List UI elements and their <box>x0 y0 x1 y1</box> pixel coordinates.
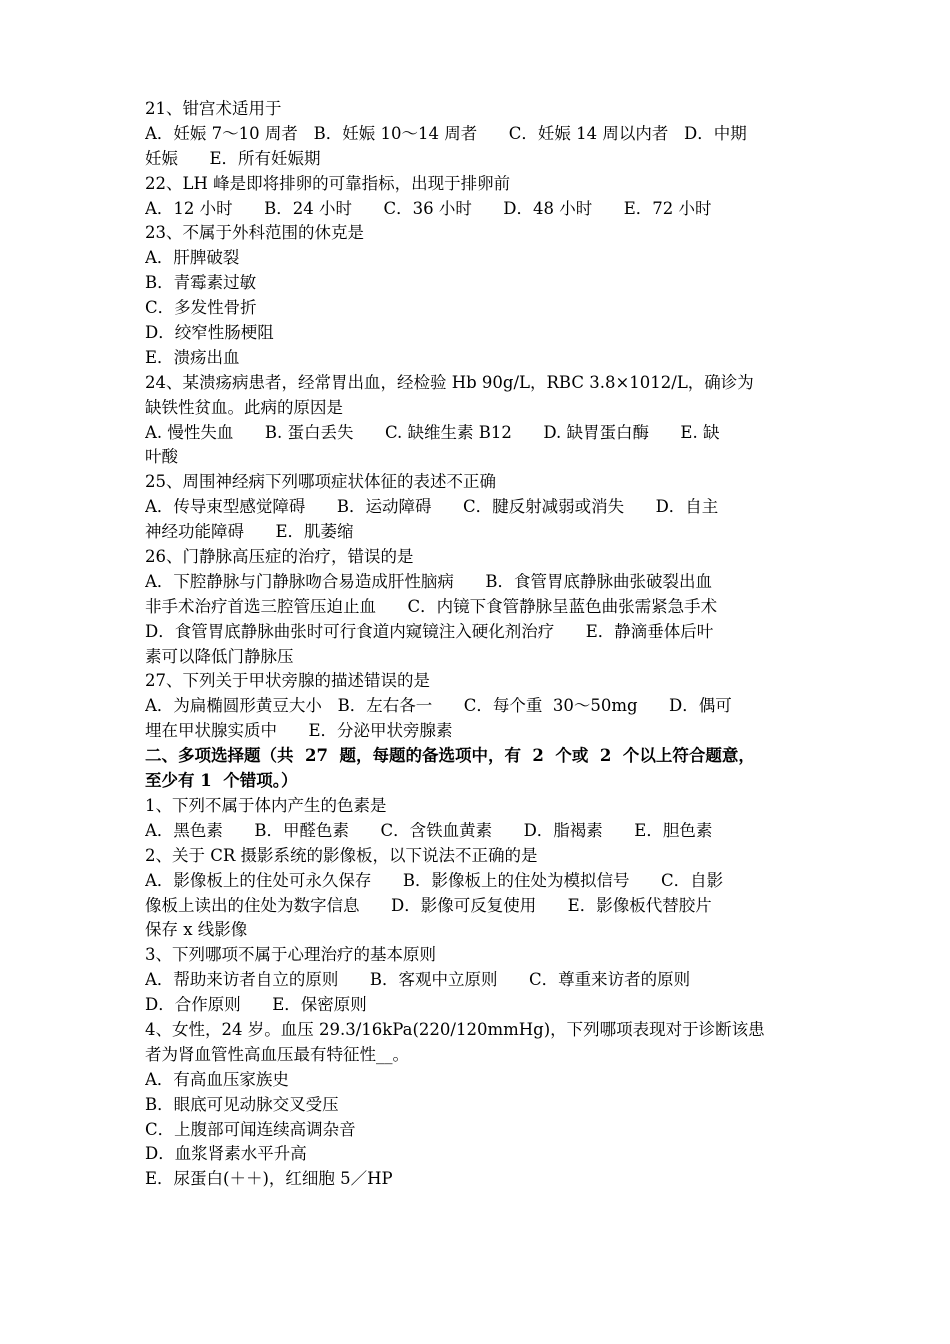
text-line: 素可以降低门静脉压 <box>145 646 294 666</box>
text-line: A．黑色素 B．甲醛色素 C．含铁血黄素 D．脂褐素 E．胆色素 <box>145 820 713 840</box>
text-line: D．绞窄性肠梗阻 <box>145 323 274 343</box>
text-line: D．血浆肾素水平升高 <box>145 1144 307 1164</box>
text-line: 22、LH 峰是即将排卵的可靠指标，出现于排卵前 <box>145 173 511 193</box>
text-line: A．12 小时 B．24 小时 C．36 小时 D．48 小时 E．72 小时 <box>145 198 712 218</box>
text-line: 妊娠 E．所有妊娠期 <box>145 148 321 168</box>
text-line: 3、下列哪项不属于心理治疗的基本原则 <box>145 945 436 965</box>
text-line: A．影像板上的住处可永久保存 B．影像板上的住处为模拟信号 C．自影 <box>145 870 724 890</box>
section-heading-line: 至少有 1 个错项。） <box>145 771 298 791</box>
text-line: 叶酸 <box>145 447 178 467</box>
text-line: 埋在甲状腺实质中 E．分泌甲状旁腺素 <box>145 721 453 741</box>
text-line: B．青霉素过敏 <box>145 273 257 293</box>
text-line: A．妊娠 7～10 周者 B．妊娠 10～14 周者 C．妊娠 14 周以内者 D．中期 <box>145 123 747 143</box>
text-line: A．下腔静脉与门静脉吻合易造成肝性脑病 B．食管胃底静脉曲张破裂出血 <box>145 571 713 591</box>
text-line: 非手术治疗首选三腔管压迫止血 C．内镜下食管静脉呈蓝色曲张需紧急手术 <box>145 596 718 616</box>
text-line: 者为肾血管性高血压最有特征性__。 <box>145 1044 409 1064</box>
text-line: 2、关于 CR 摄影系统的影像板，以下说法不正确的是 <box>145 845 538 865</box>
text-line: A．为扁椭圆形黄豆大小 B．左右各一 C．每个重 30～50mg D．偶可 <box>145 696 732 716</box>
text-line: A. 慢性失血 B. 蛋白丢失 C. 缺维生素 B12 D. 缺胃蛋白酶 E. 缺 <box>145 422 720 442</box>
text-line: 23、不属于外科范围的休克是 <box>145 223 364 243</box>
text-line: 4、女性，24 岁。血压 29.3/16kPa(220/120mmHg)，下列哪项表现对于诊断该患 <box>145 1019 765 1039</box>
text-line: A．肝脾破裂 <box>145 248 240 268</box>
text-line: 24、某溃疡病患者，经常胃出血，经检验 Hb 90g/L，RBC 3.8×1012/L，确诊为 <box>145 372 754 392</box>
text-line: C．多发性骨折 <box>145 298 257 318</box>
text-line: A．传导束型感觉障碍 B．运动障碍 C．腱反射减弱或消失 D．自主 <box>145 497 719 517</box>
text-line: D．食管胃底静脉曲张时可行食道内窥镜注入硬化剂治疗 E．静滴垂体后叶 <box>145 621 714 641</box>
text-line: C．上腹部可闻连续高调杂音 <box>145 1119 356 1139</box>
text-line: E．溃疡出血 <box>145 347 240 367</box>
text-line: A．帮助来访者自立的原则 B．客观中立原则 C．尊重来访者的原则 <box>145 970 691 990</box>
text-line: E．尿蛋白(＋＋)，红细胞 5／HP <box>145 1169 393 1189</box>
text-line: A．有高血压家族史 <box>145 1069 289 1089</box>
text-line: 神经功能障碍 E．肌萎缩 <box>145 522 354 542</box>
text-line: 21、钳宫术适用于 <box>145 99 282 118</box>
exam-question-text <box>145 97 810 1192</box>
text-line: B．眼底可见动脉交叉受压 <box>145 1094 339 1114</box>
text-line: D．合作原则 E．保密原则 <box>145 995 367 1015</box>
text-line: 缺铁性贫血。此病的原因是 <box>145 397 343 417</box>
text-line: 26、门静脉高压症的治疗，错误的是 <box>145 547 414 567</box>
text-line: 保存 x 线影像 <box>145 920 248 940</box>
text-line: 像板上读出的住处为数字信息 D．影像可反复使用 E．影像板代替胶片 <box>145 895 712 915</box>
section-heading-line: 二、多项选择题（共 27 题，每题的备选项中，有 2 个或 2 个以上符合题意， <box>145 746 755 766</box>
text-line: 27、下列关于甲状旁腺的描述错误的是 <box>145 671 430 691</box>
text-line: 25、周围神经病下列哪项症状体征的表述不正确 <box>145 472 496 492</box>
text-line: 1、下列不属于体内产生的色素是 <box>145 795 387 815</box>
